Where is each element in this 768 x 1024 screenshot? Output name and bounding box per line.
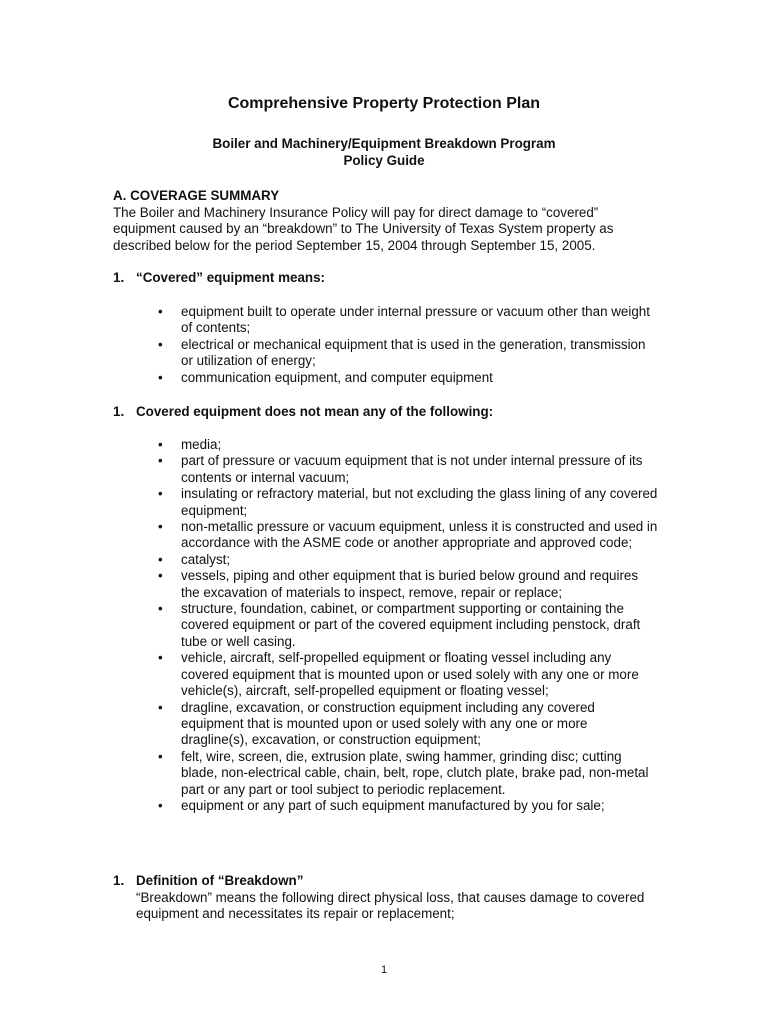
- not-covered-heading: [113, 404, 493, 420]
- document-subtitle: [0, 135, 768, 169]
- bullet-icon: •: [158, 568, 163, 584]
- list-item: [158, 749, 658, 798]
- list-item: [158, 437, 658, 453]
- list-item: [158, 519, 658, 552]
- list-item: [158, 453, 658, 486]
- bullet-icon: •: [158, 486, 163, 502]
- not-covered-heading-text: Covered equipment does not mean any of the following:: [136, 404, 494, 419]
- list-item-text: equipment or any part of such equipment manufactured by you for sale;: [181, 797, 605, 813]
- list-item-text: dragline, excavation, or construction equipment including any covered equipment that is mounted upon or used solely with any one or more dragline(s), excavation, or construction equipment;: [181, 699, 595, 748]
- covered-means-heading-text: “Covered” equipment means:: [136, 270, 325, 285]
- section-a-heading: A. COVERAGE SUMMARY: [113, 188, 280, 203]
- list-item: [158, 486, 658, 519]
- breakdown-definition-heading: [113, 873, 303, 889]
- bullet-icon: •: [158, 797, 163, 813]
- list-item-text: media;: [181, 437, 222, 452]
- bullet-icon: •: [158, 369, 163, 385]
- covered-means-list: [158, 304, 658, 386]
- bullet-icon: •: [158, 453, 163, 469]
- bullet-icon: •: [158, 699, 163, 715]
- list-item-text: felt, wire, screen, die, extrusion plate, swing hammer, grinding disc; cutting blade, non-electrical cable, chain, belt, rope, clutch plate, brake pad, non-metal part or any part or tool subject to periodic replacement.: [181, 748, 649, 797]
- bullet-icon: •: [158, 336, 163, 352]
- not-covered-list: [158, 437, 658, 814]
- list-item-text: catalyst;: [181, 551, 231, 567]
- bullet-icon: •: [158, 748, 163, 764]
- bullet-icon: •: [158, 650, 163, 666]
- bullet-icon: •: [158, 551, 163, 567]
- list-item: [158, 700, 658, 749]
- breakdown-definition-body: “Breakdown” means the following direct physical loss, that causes damage to covered equipment and necessitates its repair or replacement;: [136, 890, 645, 922]
- list-item-text: non-metallic pressure or vacuum equipment, unless it is constructed and used in accordance with the ASME code or another appropriate and approved code;: [181, 519, 658, 551]
- section-a-body: The Boiler and Machinery Insurance Policy will pay for direct damage to “covered” equipment caused by an “breakdown” to The University of Texas System property as described below for the period September 15, 2004 through September 15, 2005.: [113, 205, 614, 253]
- list-item-text: communication equipment, and computer equipment: [181, 369, 493, 385]
- list-item: [158, 601, 658, 650]
- bullet-icon: •: [158, 519, 163, 535]
- covered-means-number: 1.: [113, 270, 125, 285]
- bullet-icon: •: [158, 601, 163, 617]
- breakdown-definition-number: 1.: [113, 873, 125, 888]
- list-item-text: insulating or refractory material, but not excluding the glass lining of any covered equipment;: [181, 486, 658, 518]
- list-item: [158, 304, 658, 337]
- subtitle-line-1: Boiler and Machinery/Equipment Breakdown Program: [212, 136, 556, 151]
- bullet-icon: •: [158, 437, 163, 452]
- list-item-text: equipment built to operate under internal pressure or vacuum other than weight of contents;: [181, 304, 650, 336]
- list-item: [158, 337, 658, 370]
- not-covered-number: 1.: [113, 404, 125, 419]
- list-item: [158, 798, 658, 814]
- list-item: [158, 568, 658, 601]
- breakdown-definition-heading-text: Definition of “Breakdown”: [136, 873, 304, 888]
- list-item: [158, 650, 658, 699]
- list-item: [158, 370, 658, 386]
- covered-means-heading: [113, 270, 325, 286]
- list-item-text: part of pressure or vacuum equipment that is not under internal pressure of its contents or internal vacuum;: [181, 453, 643, 485]
- list-item-text: structure, foundation, cabinet, or compartment supporting or containing the covered equipment or part of the covered equipment including penstock, draft tube or well casing.: [181, 601, 641, 649]
- document-title: Comprehensive Property Protection Plan: [227, 95, 541, 112]
- bullet-icon: •: [158, 304, 163, 319]
- subtitle-line-2: Policy Guide: [343, 153, 425, 168]
- list-item: [158, 552, 658, 568]
- list-item-text: vessels, piping and other equipment that is buried below ground and requires the excavation of materials to inspect, remove, repair or replace;: [181, 568, 639, 600]
- list-item-text: vehicle, aircraft, self-propelled equipment or floating vessel including any covered equipment that is mounted upon or used solely with any one or more vehicle(s), aircraft, self-propelled equipment or floating vessel;: [181, 650, 639, 699]
- list-item-text: electrical or mechanical equipment that is used in the generation, transmission or utilization of energy;: [181, 336, 646, 369]
- page-number: 1: [380, 964, 388, 976]
